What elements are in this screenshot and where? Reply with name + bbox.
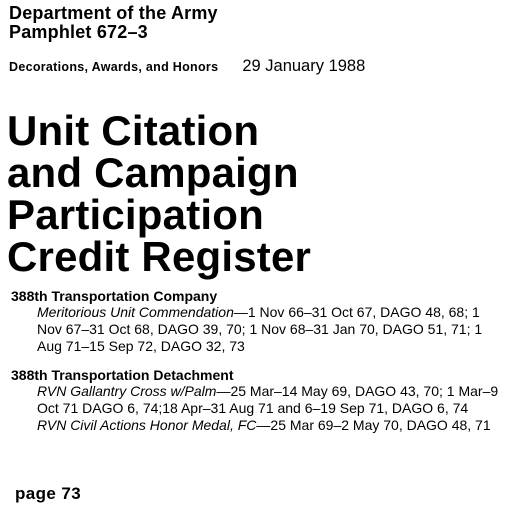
title-line: Unit Citation xyxy=(7,107,260,154)
unit-entry xyxy=(11,367,501,434)
citation xyxy=(37,383,501,417)
unit-name: 388th Transportation Company xyxy=(11,288,218,304)
award-details: —25 Mar–14 May 69, DAGO 43, 70; 1 Mar–9 Oct 71 DAGO 6, 74;18 Apr–31 Aug 71 and 6–19 Sep 71, DAGO 6, 74 xyxy=(37,383,499,416)
document-header xyxy=(9,4,218,42)
publication-date: 29 January 1988 xyxy=(242,57,366,75)
page-number: page 73 xyxy=(15,484,82,503)
department-name: Department of the Army xyxy=(9,3,218,23)
title-line: Credit Register xyxy=(7,233,312,280)
citation xyxy=(37,417,501,434)
pamphlet-number: Pamphlet 672–3 xyxy=(9,22,148,42)
award-name: RVN Gallantry Cross w/Palm xyxy=(37,383,217,399)
award-details: —25 Mar 69–2 May 70, DAGO 48, 71 xyxy=(256,417,491,433)
subject-date-row xyxy=(9,57,499,76)
unit-name: 388th Transportation Detachment xyxy=(11,367,234,383)
award-details: —1 Nov 66–31 Oct 67, DAGO 48, 68; 1 Nov 67–31 Oct 68, DAGO 39, 70; 1 Nov 68–31 Jan 70, DAGO 51, 71; 1 Aug 71–15 Sep 72, DAGO 32, 73 xyxy=(37,304,483,354)
document-title xyxy=(7,107,312,280)
title-line: Participation xyxy=(7,191,264,238)
citation-list xyxy=(11,304,501,355)
citation-list xyxy=(11,383,501,434)
subject-line: Decorations, Awards, and Honors xyxy=(9,60,219,74)
citation xyxy=(37,304,501,355)
award-name: RVN Civil Actions Honor Medal, FC xyxy=(37,417,257,433)
title-line: and Campaign xyxy=(7,149,299,196)
unit-entry xyxy=(11,288,501,355)
award-name: Meritorious Unit Commendation xyxy=(37,304,234,320)
page-cutoff xyxy=(0,462,508,484)
